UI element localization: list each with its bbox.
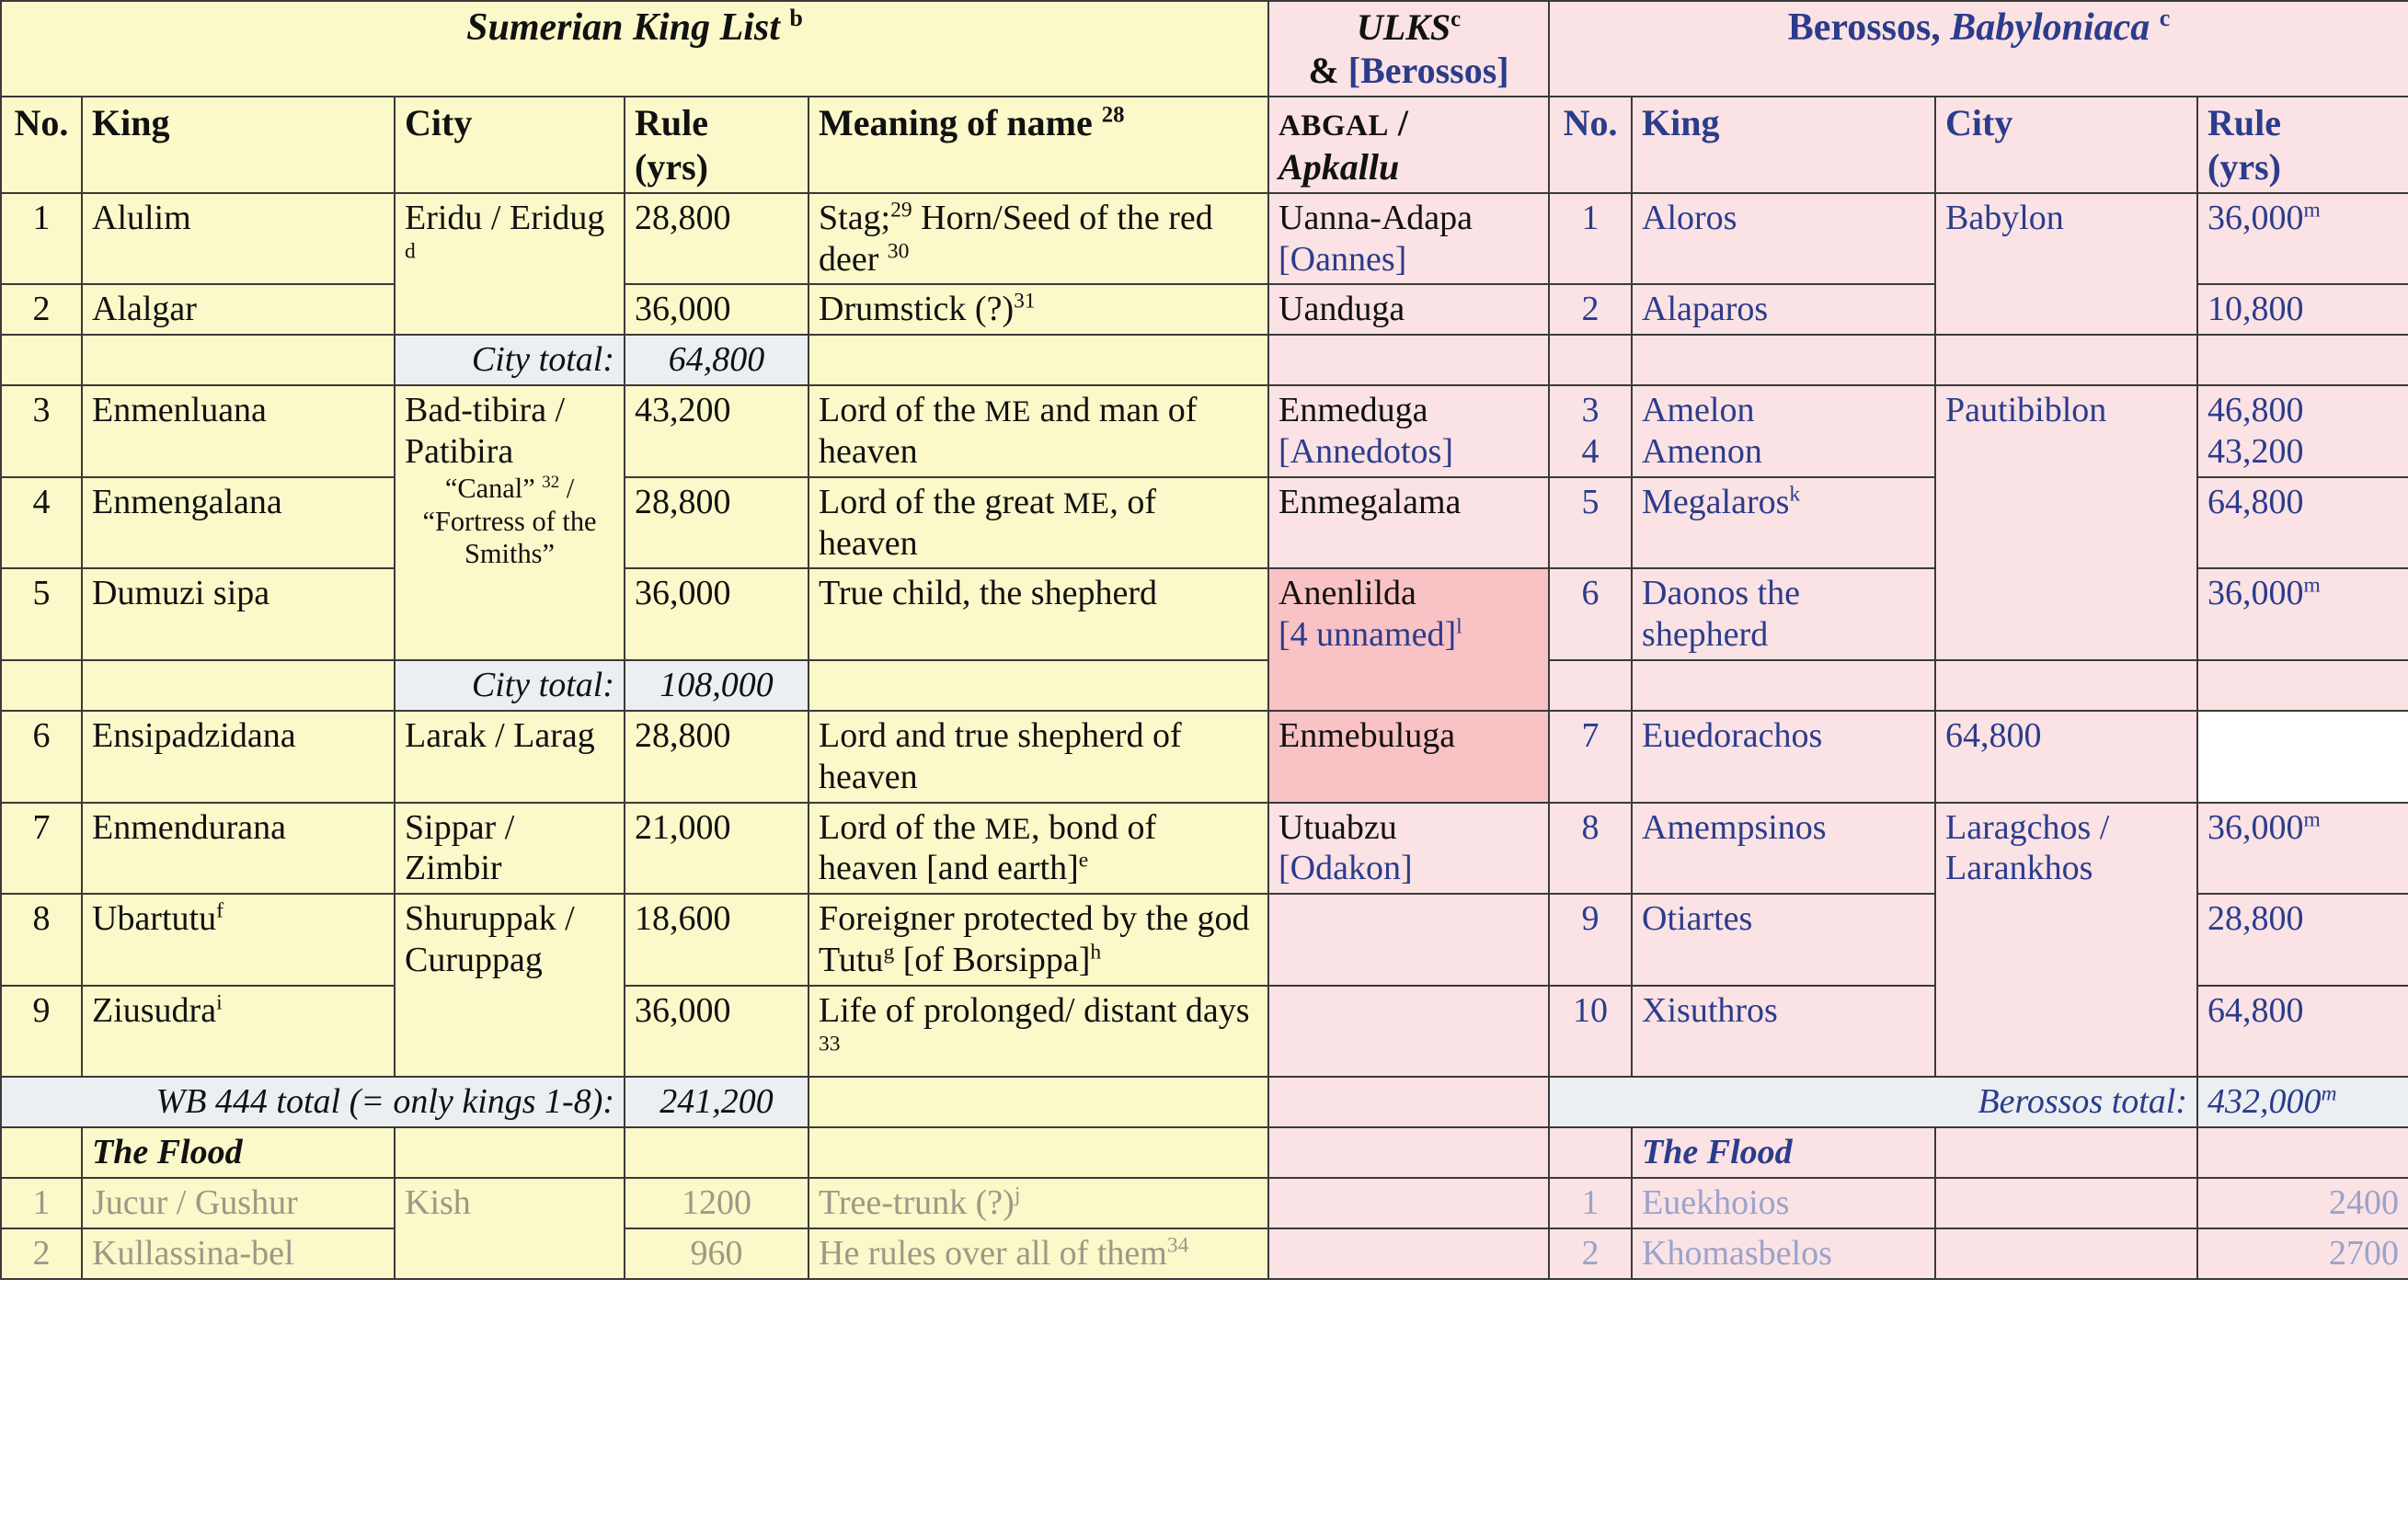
ulks-cell-empty — [1268, 1228, 1549, 1279]
skl-rule: 28,800 — [625, 193, 808, 285]
empty-cell — [1935, 1127, 2197, 1178]
empty-cell — [1, 1127, 82, 1178]
ber-rule: 64,800 — [1935, 711, 2197, 803]
skl-meaning: Foreigner protected by the god Tutu$^g$ [of Borsippa]$^h$ — [808, 894, 1268, 986]
skl-king: Jucur / Gushur — [82, 1178, 395, 1228]
wb-total-label: WB 444 total (= only kings 1-8): — [1, 1077, 625, 1127]
ulks-cell: Uanduga — [1268, 284, 1549, 335]
skl-king: Ensipadzidana — [82, 711, 395, 803]
city-total-value: 64,800 — [625, 335, 808, 385]
skl-king: Alalgar — [82, 284, 395, 335]
skl-meaning: Life of prolonged/ distant days $^{33}$ — [808, 986, 1268, 1078]
skl-rule: 36,000 — [625, 986, 808, 1078]
empty-cell — [808, 335, 1268, 385]
skl-meaning: Lord of the great ME, of heaven — [808, 477, 1268, 569]
ulks-cell-highlight: Anenlilda [4 unnamed]$^l$ — [1268, 568, 1549, 710]
city-total-row — [1, 335, 2408, 385]
skl-city: Shuruppak / Curuppag — [395, 894, 625, 1077]
empty-cell — [1268, 1127, 1549, 1178]
table-row — [1, 385, 2408, 477]
ber-rule: 36,000$^m$ — [2197, 568, 2408, 660]
empty-cell — [808, 1077, 1268, 1127]
ber-no: 7 — [1549, 711, 1632, 803]
ber-rule: 10,800 — [2197, 284, 2408, 335]
ulks-cell-empty — [1268, 986, 1549, 1078]
berossos-total-value: 432,000$^m$ — [2197, 1077, 2408, 1127]
ulks-cell: Enmegalama — [1268, 477, 1549, 569]
ulks-cell: Utuabzu [Odakon] — [1268, 803, 1549, 895]
skl-meaning: True child, the shepherd — [808, 568, 1268, 660]
skl-no: 8 — [1, 894, 82, 986]
ber-city: Pautibiblon — [1935, 385, 2197, 660]
flood-label-ber: The Flood — [1632, 1127, 1935, 1178]
ulks-bracket: [4 unnamed]$^l$ — [1279, 614, 1462, 655]
empty-cell — [2197, 660, 2408, 711]
berossos-title: Berossos, Babyloniaca $^c$ — [1549, 1, 2408, 97]
ulks-cell-empty — [1268, 1178, 1549, 1228]
skl-king: Enmendurana — [82, 803, 395, 895]
ber-rule: 64,800 — [2197, 986, 2408, 1078]
ber-no: 9 — [1549, 894, 1632, 986]
skl-title: Sumerian King List $^b$ — [1, 1, 1268, 97]
empty-cell — [1549, 335, 1632, 385]
ber-king-pair: Amelon Amenon — [1632, 385, 1935, 477]
skl-rule: 28,800 — [625, 711, 808, 803]
col-header-no-ber: No. — [1549, 97, 1632, 192]
ber-king: Khomasbelos — [1632, 1228, 1935, 1279]
skl-rule: 36,000 — [625, 568, 808, 660]
table-row — [1, 1178, 2408, 1228]
ber-no: 6 — [1549, 568, 1632, 660]
empty-cell — [82, 335, 395, 385]
ulks-cell-empty — [1268, 894, 1549, 986]
ber-king: Amempsinos — [1632, 803, 1935, 895]
skl-meaning: Lord of the ME, bond of heaven [and earth]$^e$ — [808, 803, 1268, 895]
col-header-city-skl: City — [395, 97, 625, 192]
skl-rule: 28,800 — [625, 477, 808, 569]
table-row — [1, 803, 2408, 895]
empty-cell — [395, 1127, 625, 1178]
ber-no: 5 — [1549, 477, 1632, 569]
ber-rule: 28,800 — [2197, 894, 2408, 986]
ulks-title: ULKS$^c$ & [Berossos] — [1268, 1, 1549, 97]
skl-king: Kullassina-bel — [82, 1228, 395, 1279]
ber-rule: 64,800 — [2197, 477, 2408, 569]
skl-rule: 36,000 — [625, 284, 808, 335]
empty-cell — [1935, 1178, 2197, 1228]
skl-city: Kish — [395, 1178, 625, 1279]
flood-label-skl: The Flood — [82, 1127, 395, 1178]
ber-rule: 2700 — [2197, 1228, 2408, 1279]
ber-city: Laragchos / Larankhos — [1935, 803, 2197, 1078]
empty-cell — [808, 660, 1268, 711]
skl-city: Bad-tibira / Patibira “Canal” $^{32}$ / “Fortress of the Smiths” — [395, 385, 625, 660]
empty-cell — [1935, 660, 2197, 711]
empty-cell — [2197, 1127, 2408, 1178]
ber-king: Euedorachos — [1632, 711, 1935, 803]
empty-cell — [1268, 335, 1549, 385]
skl-king: Enmengalana — [82, 477, 395, 569]
empty-cell — [82, 660, 395, 711]
skl-no: 9 — [1, 986, 82, 1078]
table-row — [1, 1228, 2408, 1279]
col-header-king-ber: King — [1632, 97, 1935, 192]
skl-city-note: “Canal” $^{32}$ / “Fortress of the Smiths” — [422, 472, 597, 570]
skl-rule: 1200 — [625, 1178, 808, 1228]
empty-cell — [1935, 335, 2197, 385]
ber-king: Xisuthros — [1632, 986, 1935, 1078]
skl-rule: 960 — [625, 1228, 808, 1279]
city-total-value: 108,000 — [625, 660, 808, 711]
empty-cell — [1, 660, 82, 711]
ber-no: 1 — [1549, 1178, 1632, 1228]
city-total-label: City total: — [395, 660, 625, 711]
skl-king: Enmenluana — [82, 385, 395, 477]
col-header-rule-skl: Rule (yrs) — [625, 97, 808, 192]
skl-meaning: Tree-trunk (?)$^j$ — [808, 1178, 1268, 1228]
ber-rule: 2400 — [2197, 1178, 2408, 1228]
table-row — [1, 711, 2408, 803]
skl-no: 1 — [1, 193, 82, 285]
skl-rule: 21,000 — [625, 803, 808, 895]
empty-cell — [1, 335, 82, 385]
skl-no: 1 — [1, 1178, 82, 1228]
ulks-cell: Uanna-Adapa [Oannes] — [1268, 193, 1549, 285]
ber-no: 8 — [1549, 803, 1632, 895]
totals-row — [1, 1077, 2408, 1127]
ber-city: Babylon — [1935, 193, 2197, 335]
empty-cell — [808, 1127, 1268, 1178]
empty-cell — [1549, 660, 1632, 711]
col-header-city-ber: City — [1935, 97, 2197, 192]
skl-no: 4 — [1, 477, 82, 569]
empty-cell — [1935, 1228, 2197, 1279]
ber-king: Aloros — [1632, 193, 1935, 285]
col-header-meaning: Meaning of name $^{28}$ — [808, 97, 1268, 192]
ber-no: 1 — [1549, 193, 1632, 285]
ber-king: Alaparos — [1632, 284, 1935, 335]
city-total-label: City total: — [395, 335, 625, 385]
ulks-cell-highlight: Enmebuluga — [1268, 711, 1549, 803]
skl-meaning: Lord of the ME and man of heaven — [808, 385, 1268, 477]
skl-no: 7 — [1, 803, 82, 895]
empty-cell — [625, 1127, 808, 1178]
ber-no-pair: 3 4 — [1549, 385, 1632, 477]
empty-cell — [1632, 335, 1935, 385]
table-title-row — [1, 1, 2408, 97]
skl-no: 2 — [1, 284, 82, 335]
skl-king: Ziusudra$^i$ — [82, 986, 395, 1078]
col-header-king-skl: King — [82, 97, 395, 192]
ber-king: Otiartes — [1632, 894, 1935, 986]
skl-city: Larak / Larag — [395, 711, 625, 803]
ber-rule: 36,000$^m$ — [2197, 193, 2408, 285]
skl-rule: 43,200 — [625, 385, 808, 477]
empty-cell — [1632, 660, 1935, 711]
berossos-total-label: Berossos total: — [1549, 1077, 2197, 1127]
skl-no: 3 — [1, 385, 82, 477]
column-header-row — [1, 97, 2408, 192]
city-total-row — [1, 660, 2408, 711]
ber-no: 2 — [1549, 1228, 1632, 1279]
skl-king: Dumuzi sipa — [82, 568, 395, 660]
ber-no: 10 — [1549, 986, 1632, 1078]
ber-rule: 36,000$^m$ — [2197, 803, 2408, 895]
ber-rule-pair: 46,800 43,200 — [2197, 385, 2408, 477]
skl-meaning: Drumstick (?)$^{31}$ — [808, 284, 1268, 335]
skl-no: 5 — [1, 568, 82, 660]
skl-rule: 18,600 — [625, 894, 808, 986]
ber-king: Daonos the shepherd — [1632, 568, 1935, 660]
empty-cell — [1549, 1127, 1632, 1178]
col-header-rule-ber: Rule (yrs) — [2197, 97, 2408, 192]
ulks-cell: Enmeduga [Annedotos] — [1268, 385, 1549, 477]
skl-meaning: He rules over all of them$^{34}$ — [808, 1228, 1268, 1279]
empty-cell — [2197, 335, 2408, 385]
ber-king: Megalaros$^k$ — [1632, 477, 1935, 569]
ber-king: Euekhoios — [1632, 1178, 1935, 1228]
table-row — [1, 193, 2408, 285]
skl-meaning: Lord and true shepherd of heaven — [808, 711, 1268, 803]
skl-meaning: Stag;$^{29}$ Horn/Seed of the red deer $^{30}$ — [808, 193, 1268, 285]
col-header-abgal: ABGAL / Apkallu — [1268, 97, 1549, 192]
skl-king: Ubartutu$^f$ — [82, 894, 395, 986]
empty-cell — [1268, 1077, 1549, 1127]
flood-row — [1, 1127, 2408, 1178]
ber-no: 2 — [1549, 284, 1632, 335]
skl-no: 6 — [1, 711, 82, 803]
skl-city: Eridu / Eridug $^d$ — [395, 193, 625, 335]
skl-city: Sippar / Zimbir — [395, 803, 625, 895]
col-header-no-skl: No. — [1, 97, 82, 192]
skl-king: Alulim — [82, 193, 395, 285]
skl-no: 2 — [1, 1228, 82, 1279]
wb-total-value: 241,200 — [625, 1077, 808, 1127]
